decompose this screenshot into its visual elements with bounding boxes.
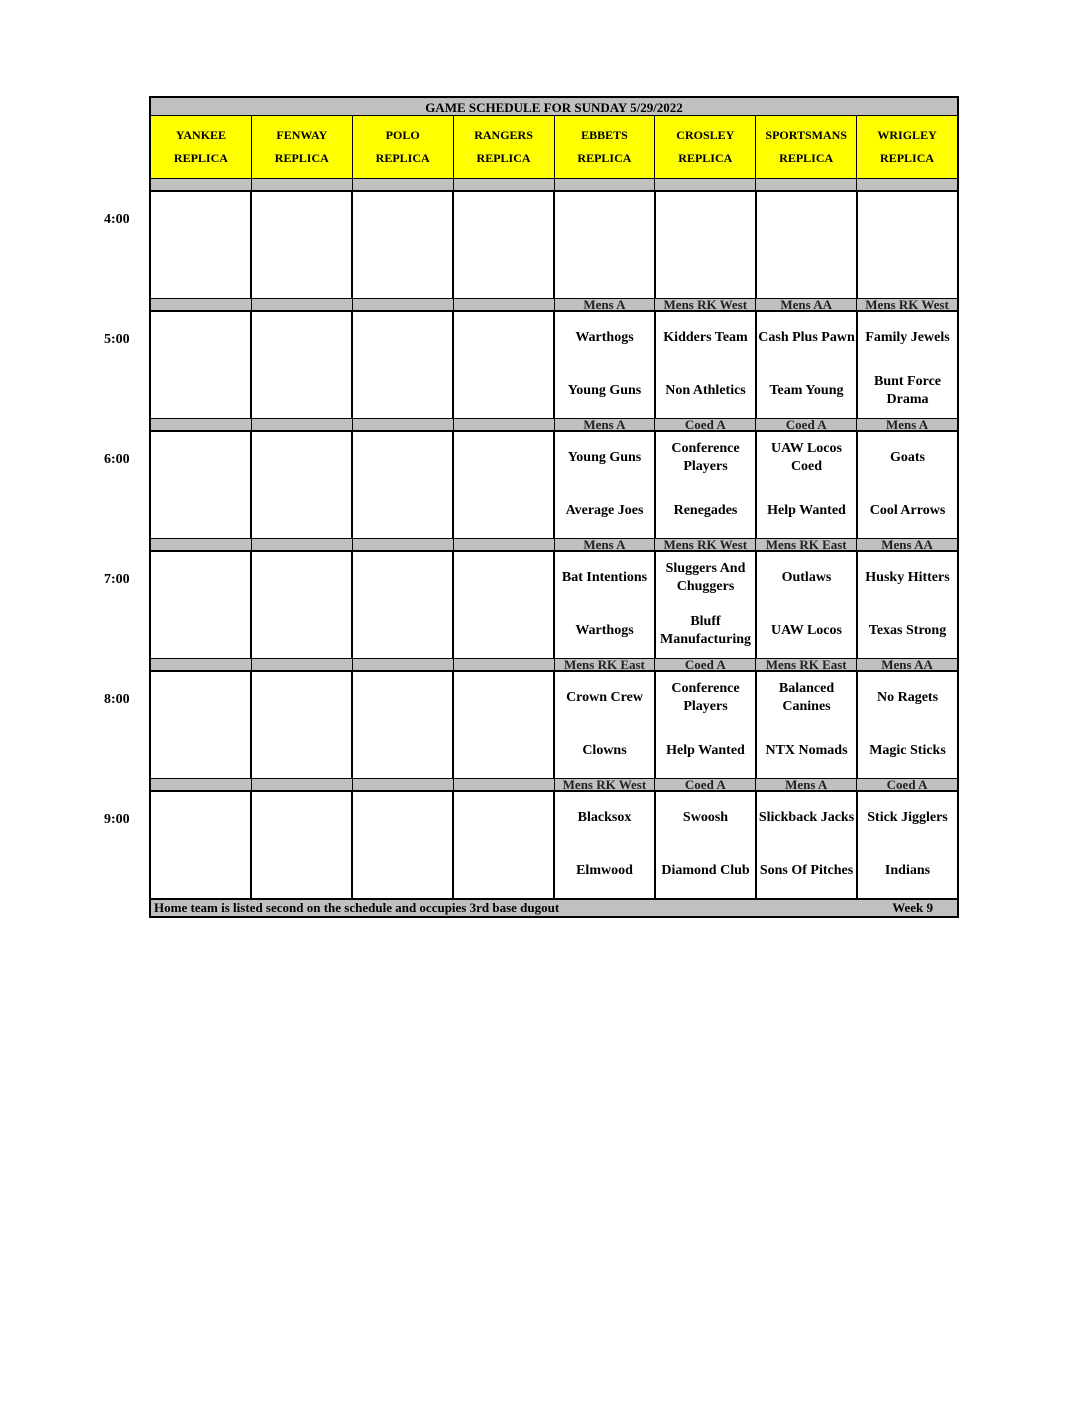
- game-cell: [757, 552, 858, 658]
- home-team: Sons Of Pitches: [759, 863, 854, 878]
- home-team: Help Wanted: [767, 503, 846, 518]
- game-cell: [151, 672, 252, 778]
- field-subtitle: REPLICA: [274, 151, 329, 165]
- division-label: [454, 419, 555, 430]
- home-team: [454, 731, 553, 771]
- game-cell: [353, 552, 454, 658]
- division-band: [149, 418, 959, 432]
- field-name: CROSLEY: [676, 128, 735, 142]
- division-label: [353, 419, 454, 430]
- game-cell: [656, 552, 757, 658]
- division-label: [655, 179, 756, 190]
- division-label: Coed A: [655, 779, 756, 790]
- game-cell: [353, 312, 454, 418]
- home-team: Team Young: [769, 383, 844, 398]
- division-band: [149, 658, 959, 672]
- division-label: Coed A: [756, 419, 857, 430]
- visiting-team: Outlaws: [781, 570, 832, 585]
- visiting-team: Husky Hitters: [865, 570, 950, 585]
- home-team: [151, 371, 250, 411]
- division-label: [151, 659, 252, 670]
- visiting-team: [151, 198, 250, 238]
- visiting-team: Kidders Team: [663, 330, 748, 345]
- home-team: NTX Nomads: [765, 743, 848, 758]
- visiting-team: [353, 558, 452, 598]
- game-cell: [151, 312, 252, 418]
- division-label: [353, 179, 454, 190]
- home-team: UAW Locos: [771, 623, 842, 638]
- home-team: Average Joes: [565, 503, 644, 518]
- home-team: [252, 371, 351, 411]
- time-slot-row: [149, 432, 959, 538]
- home-team: [656, 251, 755, 291]
- division-label: Mens RK West: [865, 299, 949, 310]
- game-cell: [151, 552, 252, 658]
- field-header-sportsmans: [756, 116, 857, 178]
- time-label: 8:00: [104, 692, 130, 707]
- field-header-wrigley: [857, 116, 957, 178]
- division-label: [151, 299, 252, 310]
- game-cell: [656, 672, 757, 778]
- home-team: Young Guns: [567, 383, 642, 398]
- division-label: Mens A: [555, 539, 656, 550]
- game-cell: [757, 672, 858, 778]
- home-team: [151, 251, 250, 291]
- division-label: Mens A: [555, 299, 656, 310]
- game-cell: [757, 192, 858, 298]
- home-team: Cool Arrows: [869, 503, 946, 518]
- division-label: Mens AA: [881, 659, 933, 670]
- visiting-team: [252, 558, 351, 598]
- game-cell: [454, 552, 555, 658]
- visiting-team: [252, 798, 351, 838]
- division-label: [252, 539, 353, 550]
- home-team: [252, 491, 351, 531]
- division-label: [454, 299, 555, 310]
- division-label: Coed A: [886, 779, 928, 790]
- home-team: Diamond Club: [661, 863, 750, 878]
- home-team: Help Wanted: [666, 743, 745, 758]
- division-label: Coed A: [655, 659, 756, 670]
- game-cell: [353, 192, 454, 298]
- home-team: [353, 731, 452, 771]
- time-label: 5:00: [104, 332, 130, 347]
- home-team: Texas Strong: [868, 623, 947, 638]
- division-label: [353, 659, 454, 670]
- home-team: [858, 251, 957, 291]
- field-header-fenway: [252, 116, 353, 178]
- game-cell: [252, 792, 353, 898]
- field-header-crosley: [655, 116, 756, 178]
- time-label: 9:00: [104, 812, 130, 827]
- division-label: [454, 179, 555, 190]
- game-cell: [252, 672, 353, 778]
- game-cell: [858, 552, 957, 658]
- visiting-team: [757, 198, 856, 238]
- game-cell: [858, 192, 957, 298]
- field-header-ebbets: [555, 116, 656, 178]
- visiting-team: [454, 198, 553, 238]
- division-label: [252, 299, 353, 310]
- game-cell: [252, 312, 353, 418]
- visiting-team: [151, 798, 250, 838]
- division-label: [353, 539, 454, 550]
- visiting-team: Family Jewels: [865, 330, 950, 345]
- division-label: Mens RK West: [655, 299, 756, 310]
- division-label: [252, 419, 353, 430]
- visiting-team: [858, 198, 957, 238]
- game-cell: [858, 792, 957, 898]
- division-label: Mens A: [756, 779, 857, 790]
- visiting-team: [454, 318, 553, 358]
- visiting-team: [252, 678, 351, 718]
- home-team: Non Athletics: [665, 383, 746, 398]
- field-header-yankee: [151, 116, 252, 178]
- home-team: [353, 851, 452, 891]
- field-subtitle: REPLICA: [476, 151, 531, 165]
- footer-note: Home team is listed second on the schedule and occupies 3rd base dugout: [154, 900, 560, 915]
- time-slot-row: [149, 552, 959, 658]
- game-cell: [656, 432, 757, 538]
- schedule-footer: [149, 898, 959, 918]
- visiting-team: [353, 438, 452, 478]
- division-label: Mens RK West: [655, 539, 756, 550]
- division-label: [151, 179, 252, 190]
- visiting-team: [151, 318, 250, 358]
- visiting-team: [555, 198, 654, 238]
- schedule-title: GAME SCHEDULE FOR SUNDAY 5/29/2022: [149, 96, 959, 116]
- time-label: 7:00: [104, 572, 130, 587]
- home-team: Bluff Manufacturing: [660, 614, 751, 647]
- field-name: WRIGLEY: [877, 128, 937, 142]
- home-team: [454, 251, 553, 291]
- home-team: [757, 251, 856, 291]
- home-team: [353, 371, 452, 411]
- home-team: [252, 251, 351, 291]
- time-slot-row: [149, 672, 959, 778]
- visiting-team: Swoosh: [682, 810, 729, 825]
- game-cell: [757, 792, 858, 898]
- week-label: Week 9: [892, 900, 933, 915]
- visiting-team: Slickback Jacks: [758, 810, 855, 825]
- division-label: Mens AA: [756, 299, 857, 310]
- game-cell: [252, 432, 353, 538]
- visiting-team: [454, 558, 553, 598]
- home-team: [454, 611, 553, 651]
- division-label: Mens A: [885, 419, 929, 430]
- time-label: 4:00: [104, 212, 130, 227]
- division-label: [151, 779, 252, 790]
- visiting-team: [353, 678, 452, 718]
- visiting-team: [454, 678, 553, 718]
- game-cell: [656, 792, 757, 898]
- division-label: [454, 779, 555, 790]
- visiting-team: [353, 318, 452, 358]
- game-cell: [454, 672, 555, 778]
- home-team: Magic Sticks: [869, 743, 946, 758]
- division-label: [252, 779, 353, 790]
- field-header-rangers: [454, 116, 555, 178]
- visiting-team: [151, 558, 250, 598]
- visiting-team: Conference Players: [671, 441, 740, 474]
- game-cell: [151, 792, 252, 898]
- time-slot-row: [149, 312, 959, 418]
- game-cell: [757, 312, 858, 418]
- visiting-team: [353, 798, 452, 838]
- division-label: [857, 179, 957, 190]
- division-label: [252, 659, 353, 670]
- visiting-team: Balanced Canines: [778, 681, 835, 714]
- time-label: 6:00: [104, 452, 130, 467]
- visiting-team: Goats: [890, 450, 925, 465]
- division-label: [151, 539, 252, 550]
- home-team: Renegades: [673, 503, 738, 518]
- home-team: [151, 851, 250, 891]
- schedule-table: [149, 96, 959, 918]
- division-label: [151, 419, 252, 430]
- visiting-team: Stick Jigglers: [867, 810, 948, 825]
- game-cell: [555, 792, 656, 898]
- game-cell: [656, 312, 757, 418]
- division-band: [149, 298, 959, 312]
- field-subtitle: REPLICA: [577, 151, 632, 165]
- division-label: [252, 179, 353, 190]
- division-label: Mens RK East: [756, 539, 857, 550]
- division-label: [353, 299, 454, 310]
- visiting-team: [252, 438, 351, 478]
- field-name: RANGERS: [474, 128, 533, 142]
- game-cell: [555, 312, 656, 418]
- game-cell: [454, 792, 555, 898]
- game-cell: [757, 432, 858, 538]
- field-subtitle: REPLICA: [779, 151, 834, 165]
- home-team: [454, 851, 553, 891]
- game-cell: [555, 672, 656, 778]
- game-cell: [353, 792, 454, 898]
- home-team: [454, 371, 553, 411]
- visiting-team: UAW Locos Coed: [771, 441, 842, 474]
- visiting-team: Sluggers And Chuggers: [665, 561, 746, 594]
- game-cell: [858, 432, 957, 538]
- visiting-team: [454, 438, 553, 478]
- division-band: [149, 178, 959, 192]
- home-team: Warthogs: [575, 623, 634, 638]
- game-cell: [858, 312, 957, 418]
- visiting-team: [353, 198, 452, 238]
- field-name: EBBETS: [581, 128, 628, 142]
- visiting-team: [151, 678, 250, 718]
- visiting-team: Cash Plus Pawn: [758, 330, 855, 345]
- field-name: POLO: [385, 128, 420, 142]
- division-label: Mens AA: [881, 539, 933, 550]
- game-cell: [252, 192, 353, 298]
- division-label: [353, 779, 454, 790]
- field-header-row: [149, 116, 959, 178]
- field-name: FENWAY: [276, 128, 328, 142]
- division-label: Mens RK East: [555, 659, 656, 670]
- home-team: [353, 491, 452, 531]
- division-label: Mens RK East: [756, 659, 857, 670]
- field-subtitle: REPLICA: [678, 151, 733, 165]
- division-label: Coed A: [655, 419, 756, 430]
- home-team: [454, 491, 553, 531]
- field-subtitle: REPLICA: [375, 151, 430, 165]
- home-team: Indians: [884, 863, 931, 878]
- game-cell: [252, 552, 353, 658]
- home-team: Elmwood: [576, 863, 633, 878]
- schedule-body: [149, 178, 959, 898]
- visiting-team: Conference Players: [671, 681, 740, 714]
- home-team: [252, 731, 351, 771]
- field-subtitle: REPLICA: [173, 151, 228, 165]
- home-team: [151, 731, 250, 771]
- game-cell: [151, 192, 252, 298]
- game-cell: [555, 432, 656, 538]
- field-subtitle: REPLICA: [880, 151, 935, 165]
- game-cell: [353, 672, 454, 778]
- visiting-team: [151, 438, 250, 478]
- game-cell: [454, 192, 555, 298]
- division-label: [454, 539, 555, 550]
- visiting-team: Bat Intentions: [561, 570, 648, 585]
- division-label: Mens RK West: [555, 779, 656, 790]
- game-cell: [353, 432, 454, 538]
- field-name: YANKEE: [175, 128, 227, 142]
- home-team: Bunt Force Drama: [873, 374, 941, 407]
- home-team: Clowns: [582, 743, 627, 758]
- visiting-team: Blacksox: [577, 810, 632, 825]
- game-cell: [151, 432, 252, 538]
- game-cell: [454, 432, 555, 538]
- visiting-team: Crown Crew: [566, 690, 643, 705]
- visiting-team: [252, 318, 351, 358]
- time-slot-row: [149, 192, 959, 298]
- division-band: [149, 778, 959, 792]
- game-cell: [555, 192, 656, 298]
- field-name: SPORTSMANS: [765, 128, 847, 142]
- time-slot-row: [149, 792, 959, 898]
- home-team: [252, 851, 351, 891]
- game-cell: [555, 552, 656, 658]
- division-label: [555, 179, 656, 190]
- home-team: [151, 491, 250, 531]
- division-band: [149, 538, 959, 552]
- visiting-team: No Ragets: [876, 690, 939, 705]
- visiting-team: Warthogs: [575, 330, 634, 345]
- home-team: [555, 251, 654, 291]
- home-team: [151, 611, 250, 651]
- visiting-team: Young Guns: [567, 450, 642, 465]
- game-cell: [858, 672, 957, 778]
- game-cell: [454, 312, 555, 418]
- visiting-team: [656, 198, 755, 238]
- division-label: Mens A: [555, 419, 656, 430]
- game-cell: [656, 192, 757, 298]
- field-header-polo: [353, 116, 454, 178]
- home-team: [353, 611, 452, 651]
- division-label: [454, 659, 555, 670]
- home-team: [353, 251, 452, 291]
- visiting-team: [252, 198, 351, 238]
- visiting-team: [454, 798, 553, 838]
- home-team: [252, 611, 351, 651]
- division-label: [756, 179, 857, 190]
